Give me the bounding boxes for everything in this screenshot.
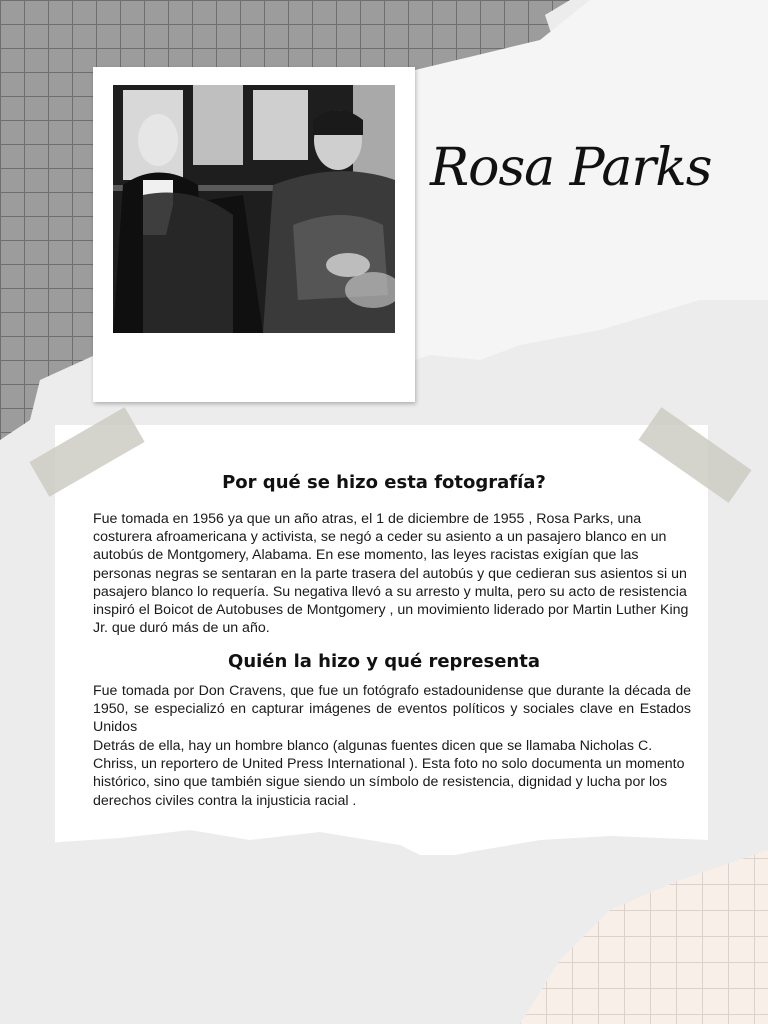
section-heading-why: Por qué se hizo esta fotografía? bbox=[222, 472, 546, 493]
section-body-meaning: Detrás de ella, hay un hombre blanco (algunas fuentes dicen que se llamaba Nicholas C. Chriss, un reportero de United Press International ). Esta foto no solo documenta un momento histórico, sino que también sigue siendo un símbolo de resistencia, dignidad y lucha por los derechos civiles contra la injusticia racial . bbox=[93, 738, 685, 809]
section-body-who: Fue tomada por Don Cravens, que fue un fotógrafo estadounidense que durante la década de 1950, se especializó en capturar imágenes de eventos políticos y sociales clave en Estados Unidos bbox=[93, 683, 691, 736]
page-title: Rosa Parks bbox=[430, 138, 712, 198]
historic-photo bbox=[113, 85, 395, 333]
polaroid-frame bbox=[93, 67, 415, 402]
section-heading-who: Quién la hizo y qué representa bbox=[228, 651, 540, 672]
photo-illustration bbox=[113, 85, 395, 333]
section-body-why: Fue tomada en 1956 ya que un año atras, el 1 de diciembre de 1955 , Rosa Parks, una costurera afroamericana y activista, se negó a ceder su asiento a un pasajero blanco en un autobús de Montgomery, Alabama. En ese momento, las leyes racistas exigían que las personas negras se sentaran en la parte trasera del autobús y que cedieran sus asientos si un pasajero blanco lo requería. Su negativa llevó a su arresto y multa, pero su acto de resistencia inspiró el Boicot de Autobuses de Montgomery , un movimiento liderado por Martin Luther King Jr. que duró más de un año. bbox=[93, 511, 689, 637]
